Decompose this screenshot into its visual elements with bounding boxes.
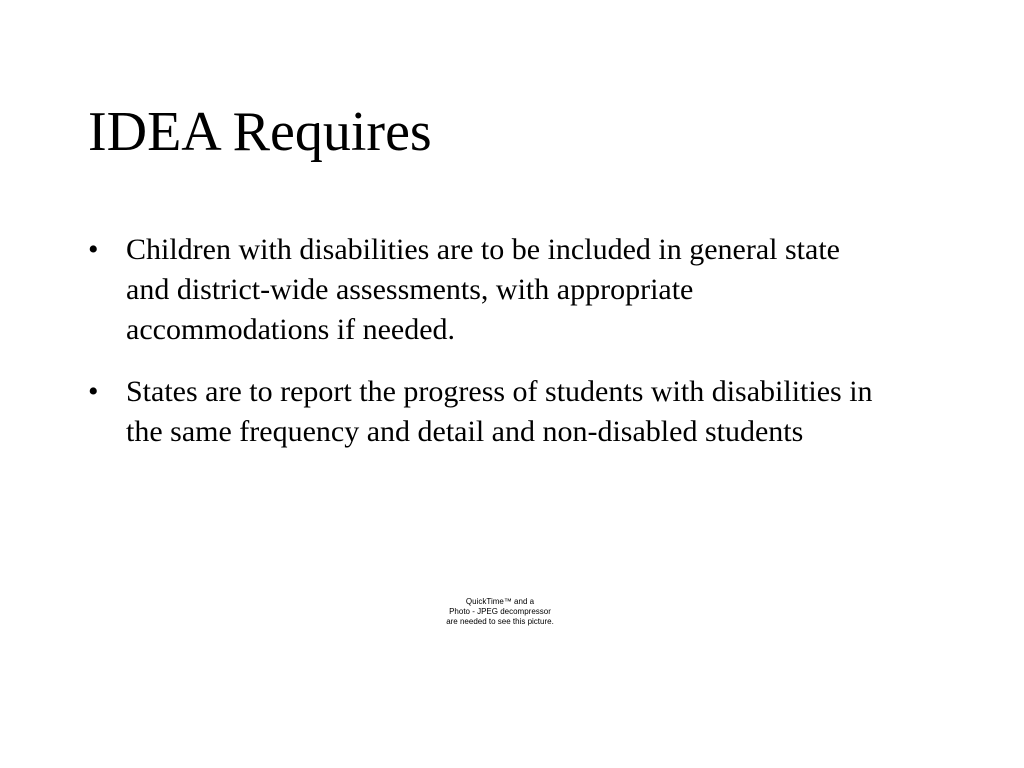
placeholder-line: Photo - JPEG decompressor (449, 607, 551, 616)
missing-image-placeholder (420, 597, 580, 627)
bullet-list (88, 230, 888, 474)
placeholder-line: are needed to see this picture. (446, 617, 554, 626)
bullet-text: Children with disabilities are to be included in general state and district-wide assessments, with appropriate accommodations if needed. (126, 233, 840, 346)
slide-title: IDEA Requires (88, 101, 432, 163)
placeholder-line: QuickTime™ and a (465, 597, 535, 606)
bullet-text: States are to report the progress of students with disabilities in the same frequency and detail and non-disabled students (126, 375, 873, 448)
bullet-icon: • (88, 233, 99, 266)
bullet-icon: • (88, 375, 99, 408)
list-item (88, 372, 888, 452)
list-item (88, 230, 888, 350)
